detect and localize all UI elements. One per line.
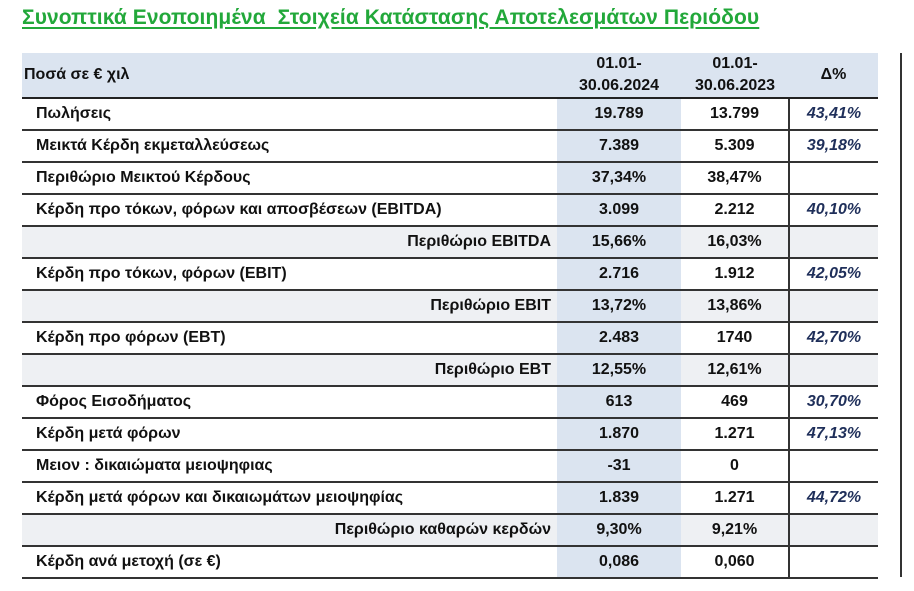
table-row	[22, 130, 878, 162]
value-2024: 2.483	[557, 322, 681, 354]
table-row	[22, 450, 878, 482]
row-label: Περιθώριο EBT	[22, 354, 557, 386]
row-label: Κέρδη προ τόκων, φόρων (EBIT)	[22, 258, 557, 290]
margin-row	[22, 290, 878, 322]
period-2023-line2: 30.06.2023	[694, 77, 776, 94]
value-2023: 0,060	[681, 546, 789, 578]
margin-row	[22, 514, 878, 546]
value-2023: 12,61%	[681, 354, 789, 386]
period-2024-line2: 30.06.2024	[578, 77, 660, 94]
delta-value: 44,72%	[789, 482, 878, 514]
table-row	[22, 258, 878, 290]
delta-value	[789, 354, 878, 386]
period-2024-header	[557, 53, 681, 98]
value-2024: 12,55%	[557, 354, 681, 386]
value-2023: 13,86%	[681, 290, 789, 322]
row-label: Κέρδη προ φόρων (EBT)	[22, 322, 557, 354]
table-row	[22, 194, 878, 226]
delta-value: 43,41%	[789, 98, 878, 130]
delta-value	[789, 162, 878, 194]
value-2023: 9,21%	[681, 514, 789, 546]
amount-unit-header: Ποσά σε € χιλ	[22, 53, 557, 98]
delta-value: 40,10%	[789, 194, 878, 226]
delta-value	[789, 290, 878, 322]
table-right-border	[900, 53, 902, 577]
table-row	[22, 386, 878, 418]
delta-value: 47,13%	[789, 418, 878, 450]
value-2024: 2.716	[557, 258, 681, 290]
row-label: Μειον : δικαιώματα μειοψηφιας	[22, 450, 557, 482]
report-title: Συνοπτικά Ενοποιημένα Στοιχεία Κατάστασης Αποτελεσμάτων Περιόδου	[22, 6, 760, 29]
value-2024: 1.839	[557, 482, 681, 514]
row-label: Κέρδη προ τόκων, φόρων και αποσβέσεων (EBITDA)	[22, 194, 557, 226]
delta-value	[789, 226, 878, 258]
value-2024: 1.870	[557, 418, 681, 450]
value-2023: 5.309	[681, 130, 789, 162]
row-label: Μεικτά Κέρδη εκμεταλλεύσεως	[22, 130, 557, 162]
value-2024: 9,30%	[557, 514, 681, 546]
table-row	[22, 162, 878, 194]
value-2024: 0,086	[557, 546, 681, 578]
value-2023: 38,47%	[681, 162, 789, 194]
value-2024: 37,34%	[557, 162, 681, 194]
value-2023: 1.912	[681, 258, 789, 290]
value-2023: 1.271	[681, 418, 789, 450]
period-2023-line1: 01.01-	[712, 55, 758, 72]
value-2023: 1.271	[681, 482, 789, 514]
value-2023: 1740	[681, 322, 789, 354]
row-label: Περιθώριο Μεικτού Κέρδους	[22, 162, 557, 194]
delta-value: 42,70%	[789, 322, 878, 354]
value-2024: 15,66%	[557, 226, 681, 258]
table-row	[22, 322, 878, 354]
delta-value	[789, 546, 878, 578]
value-2024: -31	[557, 450, 681, 482]
row-label: Κέρδη μετά φόρων και δικαιωμάτων μειοψηφίας	[22, 482, 557, 514]
value-2024: 3.099	[557, 194, 681, 226]
period-2024-line1: 01.01-	[596, 55, 642, 72]
table-row	[22, 418, 878, 450]
table-row	[22, 98, 878, 130]
table-body	[22, 98, 878, 578]
delta-value: 30,70%	[789, 386, 878, 418]
period-2023-header	[681, 53, 789, 98]
row-label: Περιθώριο EBIT	[22, 290, 557, 322]
row-label: Φόρος Εισοδήματος	[22, 386, 557, 418]
delta-value	[789, 514, 878, 546]
margin-row	[22, 354, 878, 386]
value-2024: 7.389	[557, 130, 681, 162]
row-label: Περιθώριο EBITDA	[22, 226, 557, 258]
row-label: Κέρδη ανά μετοχή (σε €)	[22, 546, 557, 578]
value-2023: 0	[681, 450, 789, 482]
value-2023: 2.212	[681, 194, 789, 226]
margin-row	[22, 226, 878, 258]
table-row	[22, 482, 878, 514]
delta-value: 39,18%	[789, 130, 878, 162]
value-2024: 19.789	[557, 98, 681, 130]
value-2024: 613	[557, 386, 681, 418]
row-label: Περιθώριο καθαρών κερδών	[22, 514, 557, 546]
table-row	[22, 546, 878, 578]
delta-value: 42,05%	[789, 258, 878, 290]
value-2023: 16,03%	[681, 226, 789, 258]
table-header-row	[22, 53, 878, 98]
income-statement-table	[22, 53, 878, 579]
value-2024: 13,72%	[557, 290, 681, 322]
row-label: Κέρδη μετά φόρων	[22, 418, 557, 450]
delta-header: Δ%	[789, 53, 878, 98]
delta-value	[789, 450, 878, 482]
value-2023: 469	[681, 386, 789, 418]
value-2023: 13.799	[681, 98, 789, 130]
row-label: Πωλήσεις	[22, 98, 557, 130]
